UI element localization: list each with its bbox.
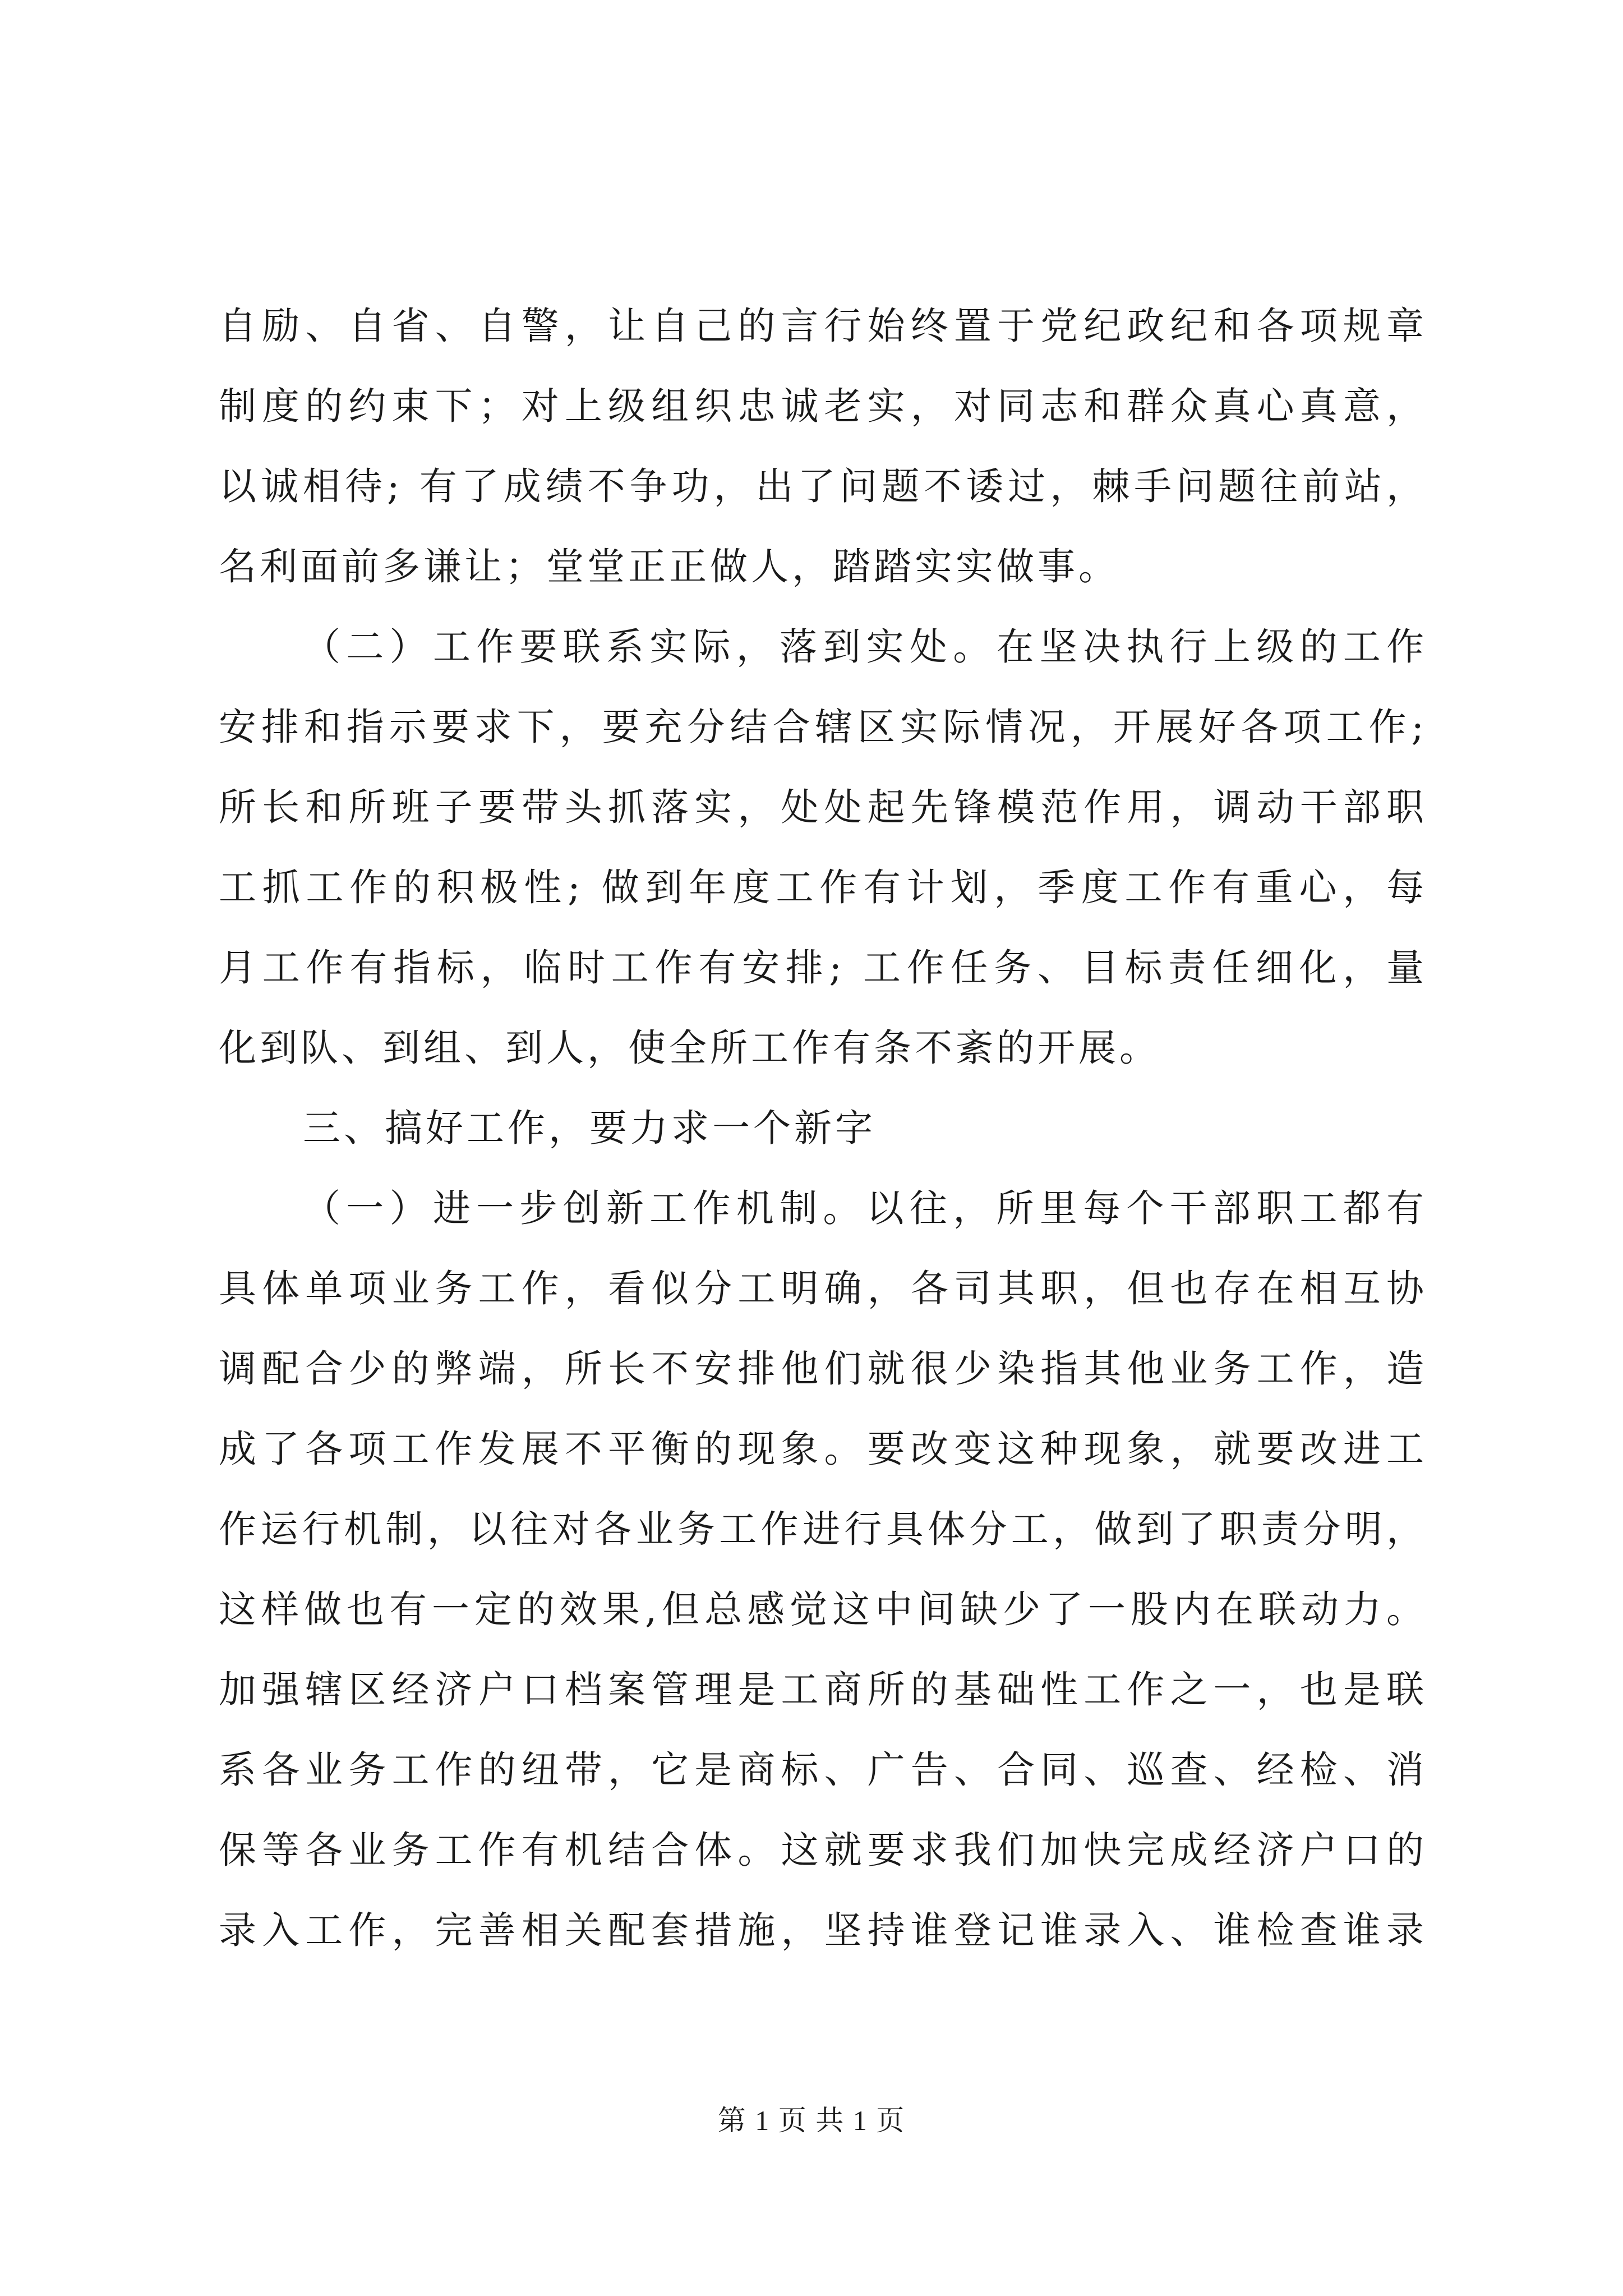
text-line: 这样做也有一定的效果,但总感觉这中间缺少了一股内在联动力。 <box>219 1588 1427 1631</box>
text-line: 加强辖区经济户口档案管理是工商所的基础性工作之一，也是联 <box>219 1668 1427 1711</box>
text-line: 以诚相待; 有了成绩不争功，出了问题不诿过，棘手问题往前站， <box>219 464 1427 508</box>
text-line: 系各业务工作的纽带，它是商标、广告、合同、巡查、经检、消 <box>219 1748 1427 1792</box>
text-line: 所长和所班子要带头抓落实，处处起先锋模范作用，调动干部职 <box>219 785 1427 829</box>
section-heading: 三、搞好工作，要力求一个新字 <box>303 1106 876 1150</box>
text-line: 月工作有指标，临时工作有安排; 工作任务、目标责任细化，量 <box>219 946 1427 990</box>
text-line: 成了各项工作发展不平衡的现象。要改变这种现象，就要改进工 <box>219 1427 1427 1471</box>
page-number-footer: 第 1 页 共 1 页 <box>717 2105 906 2136</box>
text-line: 调配合少的弊端，所长不安排他们就很少染指其他业务工作，造 <box>219 1347 1427 1391</box>
text-line: 安排和指示要求下，要充分结合辖区实际情况，开展好各项工作; <box>219 705 1427 749</box>
text-line: 工抓工作的积极性; 做到年度工作有计划，季度工作有重心，每 <box>219 866 1427 909</box>
text-line: 名利面前多谦让；堂堂正正做人，踏踏实实做事。 <box>219 545 1119 588</box>
text-line: 制度的约束下；对上级组织忠诚老实，对同志和群众真心真意， <box>219 384 1427 428</box>
paragraph-first-line: （一）进一步创新工作机制。以往，所里每个干部职工都有 <box>303 1186 1427 1230</box>
text-line: 保等各业务工作有机结合体。这就要求我们加快完成经济户口的 <box>219 1828 1427 1872</box>
paragraph-first-line: （二）工作要联系实际，落到实处。在坚决执行上级的工作 <box>303 625 1427 669</box>
text-line: 化到队、到组、到人，使全所工作有条不紊的开展。 <box>219 1026 1160 1070</box>
text-line: 作运行机制，以往对各业务工作进行具体分工，做到了职责分明， <box>219 1507 1427 1551</box>
text-line: 录入工作，完善相关配套措施，坚持谁登记谁录入、谁检查谁录 <box>219 1908 1427 1952</box>
text-line: 具体单项业务工作，看似分工明确，各司其职，但也存在相互协 <box>219 1267 1427 1310</box>
text-line: 自励、自省、自警，让自己的言行始终置于党纪政纪和各项规章 <box>219 304 1427 348</box>
document-body <box>219 286 1427 1971</box>
